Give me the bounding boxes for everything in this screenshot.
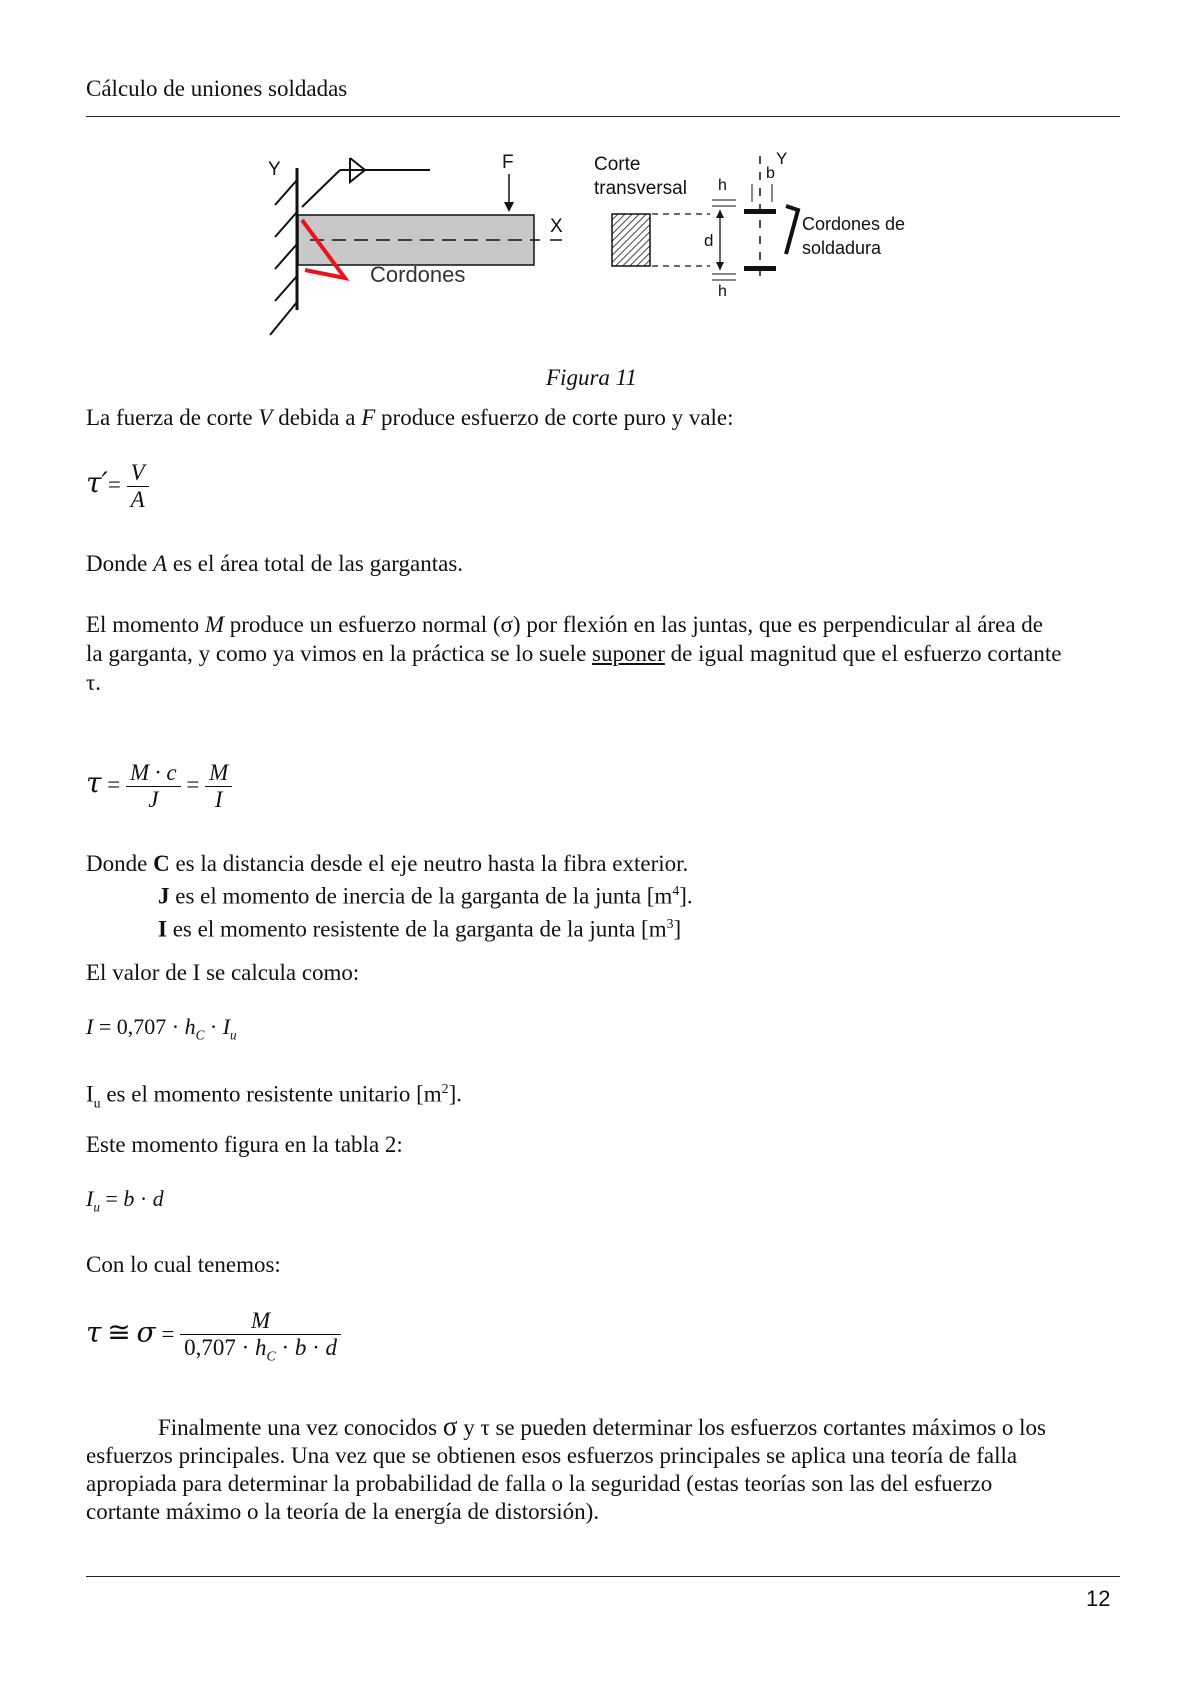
paragraph-1: La fuerza de corte V debida a F produce esfuerzo de corte puro y vale: [86, 405, 734, 430]
paragraph-6: $I_u$ es el momento resistente unitario $[m^2]$. [86, 1081, 462, 1111]
corte-label-line1: Corte [594, 154, 641, 175]
equation-tau-prime: τ′= $\frac{V}{A}$ [86, 460, 149, 513]
force-arrow-head [504, 202, 514, 212]
y-axis-label-right: Y [776, 150, 788, 168]
paragraph-9: Finalmente una vez conocidos σ y τ se pueden determinar los esfuerzos cortantes máximos o los esfuerzos principales. Una vez que se obtienen esos esfuerzos principales se aplica una teoría de falla apropiada para determinar la probabilidad de falla o la seguridad (estas teorías son las del esfuerzo cortante máximo o la teoría de la energía de distorsión). [86, 1411, 1046, 1524]
h-top-label: h [718, 177, 727, 194]
paragraph-7: Este momento figura en la tabla 2: [86, 1132, 403, 1157]
footer-rule [86, 1576, 1120, 1577]
b-label: b [766, 165, 775, 182]
corte-label-line2: transversal [594, 178, 687, 199]
cordones-de-line2: soldadura [802, 238, 882, 258]
header-title: Cálculo de uniones soldadas [86, 76, 348, 101]
paragraph-3: El momento M produce un esfuerzo normal (σ) por flexión en las juntas, que es perpendicular al área de la garganta, y como ya vimos en la práctica se lo suele suponer de igual magnitud que el esfuerzo cortante τ. [86, 612, 1062, 695]
equation-i-value: $I = 0,707 \cdot h_C \cdot I_u$ [86, 1014, 237, 1043]
page-number: 12 [1086, 1586, 1111, 1611]
paragraph-8: Con lo cual tenemos: [86, 1252, 281, 1277]
weld-symbol [302, 158, 430, 207]
cross-section [612, 214, 650, 266]
header-rule [86, 116, 1120, 117]
h-bottom-label: h [718, 283, 727, 300]
paragraph-2: Donde A es el área total de las gargantas. [86, 551, 464, 576]
fraction-mc-over-j: $\frac{M \cdot c}{J}$ [126, 760, 181, 813]
d-label: d [704, 231, 714, 250]
weld-bracket [786, 206, 798, 254]
x-axis-label: X [550, 216, 563, 237]
force-label: F [502, 152, 514, 173]
cordones-de-line1: Cordones de [802, 214, 906, 234]
equation-iu: $I_u = b \cdot d$ [86, 1186, 164, 1215]
y-axis-label-left: Y [268, 159, 281, 180]
fraction-v-over-a: $\frac{V}{A}$ [127, 460, 149, 513]
cordones-label: Cordones [370, 262, 466, 287]
running-header [86, 74, 347, 103]
figure-11-diagram [250, 150, 950, 350]
figure-caption: Figura 11 [546, 365, 637, 390]
fraction-m-over-i: $\frac{M}{I}$ [205, 760, 232, 813]
fraction-m-over-denominator: $\frac{M}{0,707 \cdot h_C \cdot b \cdot d}$ [180, 1308, 341, 1365]
equation-tau-sigma: τ ≅ σ = $\frac{M}{0,707 \cdot h_C \cdot b \cdot d}$ [86, 1308, 341, 1365]
paragraph-5: El valor de I se calcula como: [86, 960, 360, 985]
wall-hatching [270, 180, 297, 335]
paragraph-4: Donde C es la distancia desde el eje neutro hasta la fibra exterior. J es el momento de inercia de la garganta de la junta $[m^4]$. I es el momento resistente de la garganta de la junta $[m^3]$ [86, 851, 693, 942]
equation-tau-mc-over-j: τ = $\frac{M \cdot c}{J}$ = $\frac{M}{I}$ [86, 760, 232, 813]
